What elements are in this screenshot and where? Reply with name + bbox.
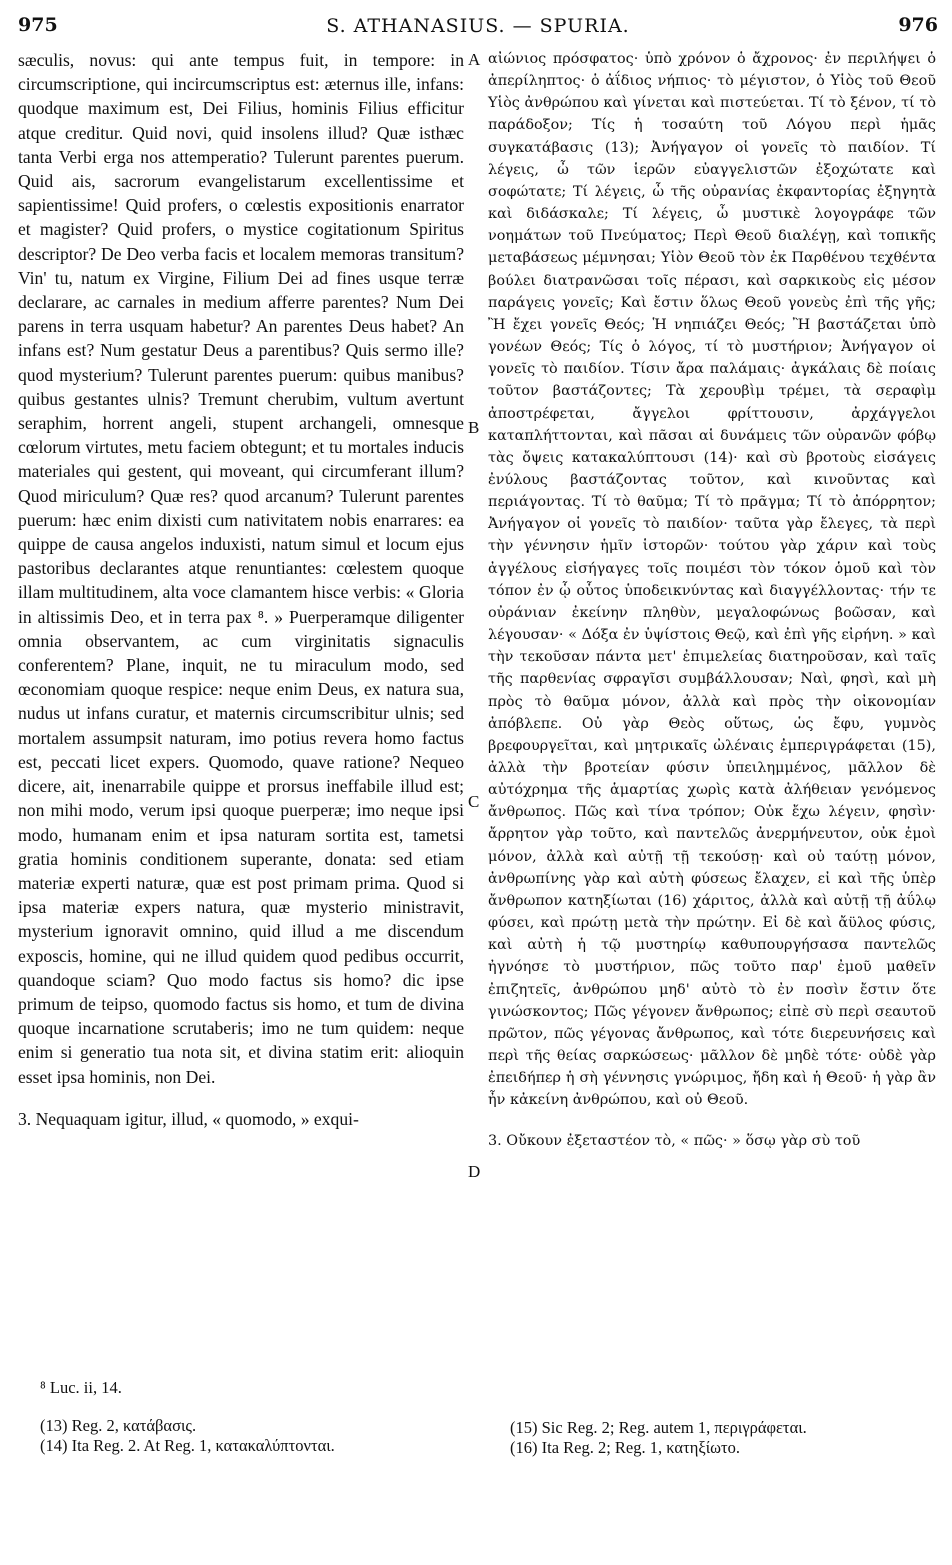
running-header: [18, 14, 938, 44]
page-number-left: 975: [18, 14, 58, 36]
footnotes-right: [510, 1418, 940, 1458]
running-title: S. ATHANASIUS. — SPURIA.: [326, 15, 630, 37]
footnote-15: (15) Sic Reg. 2; Reg. autem 1, περιγράφεται.: [510, 1418, 807, 1437]
margin-marker-c: C: [468, 792, 480, 811]
latin-paragraph: sæculis, novus: qui ante tempus fuit, in tempore: in circumscriptione, qui incircumscriptus est: æternus ille, infans: quodque maximum est, Dei Filius, hominis Filius efficitur atque creditur. Quid novi, quid insolens illud? Quæ isthæc tanta Verbi erga nos attemperatio? Tulerunt parentes puerum. Quid ais, sacrorum evangelistarum excellentissime et sapientissime! Quid profers, o cœlestis expositionis enarrator et magister? Quid profers, o mystice cogitationum Spiritus descriptor? De Deo verba facis et localem memoras transitum? Vin' tu, natum ex Virgine, Filium Dei ad fines usque terræ declarare, ac carnales in medium afferre parentes? Num Dei parens in terra usquam habetur? An parentes Deus habet? An infans est? Num gestatur Deus a parentibus? Quis sermo ille? quod mysterium? Tulerunt parentes puerum: quibus manibus? quibus gestantes ulnis? Tremunt cherubim, vultum avertunt seraphim, horrent angeli, stupent archangeli, omnesque cœlorum virtutes, metu faciem obtegunt; et tu mortales inducis materiales qui gestent, qui moveant, qui circumferant illum? Quod miriculum? Quæ res? quod arcanum? Tulerunt parentes puerum: hæc enim dixisti cum nativitatem nobis enarrares: ea quippe de causa angelos induxisti, natum simul et locum ejus pastoribus declarantes atque renuntiantes: cœlestem quoque illam multitudinem, alta voce clamantem hisce verbis: « Gloria in altissimis Deo, et in terra pax ⁸. » Puerperamque diligenter omnia observantem, ac cum virginitatis signaculis conferentem? Plane, inquit, ne tu miraculum modo, sed œconomiam quoque respice: neque enim Deus, ex natura sua, nudus ut infans curatur, et maternis circumscribitur ulnis; sed mortalem assumpsit naturam, imo potius revera homo factus est, peccati licet expers. Quomodo, quave ratione? Nequeo dicere, ait, inenarrabile quippe et prorsus ineffabile illud est; non mihi modo, verum ipsi quoque puerperæ; imo neque ipsi modo, humanam enim et ipsa naturam sortita est, tametsi gratia hominis conditionem superante, donata: sed etiam materiæ experti naturæ, quæ est post primam prima. Quod si ipsa materiæ expers natura, quæ mysterio ministravit, mysterium ignoravit omnino, quid illud a me discendum exposcis, homine, qui ne illud quidem quod pedibus occurrit, quandoque sciam? Quo modo factus sis homo? dic ipse primum de teipso, quomodo factus sis homo, et tum de divina quoque incarnatione scrutaberis; imo ne tum quidem: neque enim si generatio tua nota sit, et divina statim erit: alioquin esset ipsa hominis, non Dei.: [18, 50, 464, 1087]
footnote-13: (13) Reg. 2, κατάβασις.: [40, 1416, 197, 1435]
latin-section-3: 3. Nequaquam igitur, illud, « quomodo, » exqui-: [18, 1108, 359, 1129]
scripture-reference: ⁸ Luc. ii, 14.: [40, 1378, 122, 1397]
footnotes-left: [40, 1378, 460, 1456]
page-number-right: 976: [898, 14, 938, 36]
greek-column: [488, 48, 936, 1152]
greek-section-3: 3. Οὔκουν ἐξεταστέον τὸ, « πῶς· » ὅσῳ γὰρ σὺ τοῦ: [488, 1132, 861, 1149]
latin-column: [18, 48, 464, 1131]
greek-paragraph: αἰώνιος πρόσφατος· ὑπὸ χρόνον ὁ ἄχρονος· ἐν περιλήψει ὁ ἀπερίληπτος· ὁ ἀΐδιος νήπιος· τὸ μέγιστον, ὁ Υἱὸς τοῦ Θεοῦ Υἱὸς ἀνθρώπου καὶ γίνεται καὶ πιστεύεται. Τί τὸ ξένον, τί τὸ παράδοξον; Τίς ἡ τοσαύτη τοῦ Λόγου περὶ ἡμᾶς συγκατάβασις (13); Ἀνήγαγον οἱ γονεῖς τὸ παιδίον. Τί λέγεις, ὦ τῶν ἱερῶν εὐαγγελιστῶν ἐξοχώτατε καὶ σοφώτατε; Τί λέγεις, ὦ τῆς οὐρανίας ἐκφαντορίας ἐξηγητὰ καὶ διδάσκαλε; Τί λέγεις, ὦ μυστικὲ λογογράφε τῶν νοημάτων τοῦ Πνεύματος; Περὶ Θεοῦ διαλέγῃ, καὶ τοπικῆς μεταβάσεως μέμνησαι; Υἱὸν Θεοῦ τὸν ἐκ Παρθένου τεχθέντα βούλει διατρανῶσαι τοῖς πέρασι, καὶ σαρκικοὺς εἰς μέσον παράγεις γονεῖς; Καὶ ἔστιν ὅλως Θεοῦ γονεὺς ἐπὶ τῆς γῆς; Ἢ ἔχει γονεῖς Θεός; Ἡ νηπιάζει Θεός; Ἢ βαστάζεται ὑπὸ γονέων Θεός; Τίς ὁ λόγος, τί τὸ μυστήριον; Ἀνήγαγον οἱ γονεῖς τὸ παιδίον. Τίσιν ἄρα παλάμαις· ἀγκάλαις δὲ ποίαις τοῦτον βαστάζοντες; Τὰ χερουβὶμ τρέμει, τὰ σεραφὶμ ἀποστρέφεται, ἄγγελοι φρίττουσιν, ἀρχάγγελοι καταπλήττονται, καὶ πᾶσαι αἱ δυνάμεις τῶν οὐρανῶν φόβῳ τὰς ὄψεις κατακαλύπτουσι (14)· καὶ σὺ βροτοὺς εἰσάγεις ἐνύλους βαστάζοντας τοῦτον, καὶ κινοῦντας καὶ περιάγοντας. Τί τὸ θαῦμα; Τί τὸ πρᾶγμα; Τί τὸ ἀπόρρητον; Ἀνήγαγον οἱ γονεῖς τὸ παιδίον· ταῦτα γὰρ ἔλεγες, τὰ περὶ τὴν γέννησιν ἡμῖν ἱστορῶν· τούτου γὰρ χάριν καὶ τοὺς ἀγγέλους εἰσήγαγες τοῖς ποιμέσι τὸν τόκον ὁμοῦ καὶ τὸν τόπον ἐν ᾧ οὗτος ὑποδεικνύντας καὶ διαγγέλλοντας· τήν τε οὐράνιαν ἐκείνην πληθὺν, μεγαλοφώνως βοῶσαν, καὶ λέγουσαν· « Δόξα ἐν ὑψίστοις Θεῷ, καὶ ἐπὶ γῆς εἰρήνη. » καὶ τὴν τεκοῦσαν πάντα μετ' ἐπιμελείας διατηροῦσαν, καὶ ταῖς τῆς παρθενίας σφραγῖσι συμβάλλουσαν; Ναὶ, φησὶ, καὶ μὴ πρὸς τὸ θαῦμα μόνον, ἀλλὰ καὶ πρὸς τὴν οἰκονομίαν ἀπόβλεπε. Οὐ γὰρ Θεὸς οὕτως, ὡς ἔφυ, γυμνὸς βρεφουργεῖται, καὶ μητρικαῖς ὠλέναις ἐμπεριγράφεται (15), ἀλλὰ τὴν βροτείαν φύσιν ὑπειλημμένος, μᾶλλον δὲ αὐτόχρημα τῆς ἁμαρτίας χωρὶς κατὰ ἀλήθειαν γενόμενος ἄνθρωπος. Πῶς καὶ τίνα τρόπον; Οὐκ ἔχω λέγειν, φησὶν· ἄρρητον γὰρ τοῦτο, καὶ παντελῶς ἀνερμήνευτον, οὐκ ἐμοὶ μόνον, ἀλλὰ καὶ αὐτῇ τῇ τεκούσῃ· καὶ οὐ ταύτῃ μόνον, ἀνθρωπίνης γὰρ καὶ αὐτὴ φύσεως ἔλαχεν, εἰ καὶ τῆς ὑπὲρ ἄνθρωπον κατηξίωται (16) χάριτος, ἀλλὰ καὶ αὐτῇ τῇ ἀΰλῳ φύσει, καὶ πρώτῃ μετὰ τὴν πρώτην. Εἰ δὲ καὶ ἄϋλος φύσις, καὶ αὐτὴ ἡ τῷ μυστηρίῳ καθυπουργήσασα παντελῶς ἠγνόησε τὸ μυστήριον, πῶς τοῦτο παρ' ἐμοῦ μαθεῖν ἐπιζητεῖς, ἀνθρώπου μηδ' αὐτὸ τὸ ἐν ποσὶν ἔστιν ὅτε γινώσκοντος; Πῶς γέγονεν ἄνθρωπος; εἰπὲ σὺ περὶ σεαυτοῦ πρῶτον, πῶς γέγονας ἄνθρωπος, καὶ τότε διερευνήσεις καὶ περὶ τῆς θείας σαρκώσεως· μᾶλλον δὲ μηδὲ τότε· οὐδὲ γὰρ ἐπειδήπερ ἡ σὴ γέννησις γνώριμος, ἤδη καὶ ἡ Θεοῦ· ἡ γὰρ ἂν ἦν κἀκείνη ἀνθρώπου, καὶ οὐ Θεοῦ.: [488, 51, 936, 1109]
footnote-14: (14) Ita Reg. 2. At Reg. 1, κατακαλύπτονται.: [40, 1436, 335, 1455]
margin-marker-d: D: [468, 1162, 481, 1181]
footnote-16: (16) Ita Reg. 2; Reg. 1, κατηξίωτο.: [510, 1438, 740, 1457]
margin-marker-b: B: [468, 418, 480, 437]
margin-marker-a: A: [468, 50, 481, 69]
